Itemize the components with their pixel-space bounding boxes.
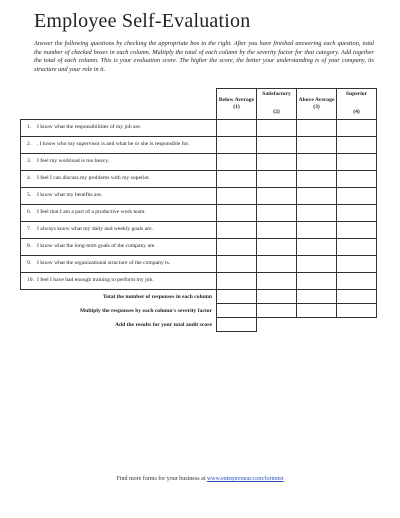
question-cell bbox=[21, 204, 217, 221]
answer-box[interactable] bbox=[297, 289, 337, 304]
column-header-factor: (3) bbox=[313, 103, 320, 110]
answer-checkbox[interactable] bbox=[337, 136, 377, 153]
answer-checkbox[interactable] bbox=[337, 221, 377, 238]
answer-box[interactable] bbox=[217, 304, 257, 318]
question-cell bbox=[21, 238, 217, 255]
question-row bbox=[21, 221, 377, 238]
page-title: Employee Self-Evaluation bbox=[34, 10, 251, 32]
answer-checkbox[interactable] bbox=[337, 204, 377, 221]
question-text: . I know who my supervisor is and what he or she is responsible for. bbox=[37, 141, 190, 148]
question-cell bbox=[21, 221, 217, 238]
column-header-satisfactory bbox=[257, 89, 297, 120]
question-rows bbox=[21, 119, 377, 289]
answer-box[interactable] bbox=[217, 289, 257, 304]
column-header-factor: (1) bbox=[233, 103, 240, 110]
header-corner bbox=[21, 89, 217, 120]
question-cell bbox=[21, 272, 217, 289]
answer-checkbox[interactable] bbox=[217, 204, 257, 221]
empty-cell bbox=[297, 318, 337, 332]
column-header-superior bbox=[337, 89, 377, 120]
evaluation-table bbox=[20, 88, 377, 332]
column-header-factor: (2) bbox=[273, 109, 280, 116]
answer-checkbox[interactable] bbox=[217, 187, 257, 204]
answer-box[interactable] bbox=[337, 289, 377, 304]
answer-checkbox[interactable] bbox=[297, 238, 337, 255]
answer-checkbox[interactable] bbox=[257, 187, 297, 204]
score-box[interactable] bbox=[217, 318, 257, 332]
answer-checkbox[interactable] bbox=[337, 272, 377, 289]
question-row bbox=[21, 119, 377, 136]
empty-cell bbox=[257, 318, 297, 332]
answer-box[interactable] bbox=[257, 304, 297, 318]
answer-checkbox[interactable] bbox=[297, 153, 337, 170]
column-header-label: Superior bbox=[345, 91, 368, 97]
footer-link[interactable]: www.entrepreneur.com/formnet bbox=[206, 476, 284, 482]
question-text: I know what the organizational structure of the company is. bbox=[37, 260, 171, 267]
question-text: I feel that I am a part of a productive work team. bbox=[37, 209, 146, 216]
totals-label: Total the number of responses in each column bbox=[21, 289, 217, 304]
column-header-label: Below Average bbox=[218, 97, 255, 104]
answer-checkbox[interactable] bbox=[257, 170, 297, 187]
column-header-label: Above Average bbox=[298, 97, 335, 104]
question-number: 9. bbox=[27, 260, 32, 267]
question-number: 4. bbox=[27, 175, 32, 182]
answer-checkbox[interactable] bbox=[217, 119, 257, 136]
answer-checkbox[interactable] bbox=[257, 119, 297, 136]
answer-checkbox[interactable] bbox=[217, 238, 257, 255]
totals-rows bbox=[21, 289, 377, 332]
answer-checkbox[interactable] bbox=[257, 238, 297, 255]
answer-checkbox[interactable] bbox=[217, 136, 257, 153]
question-cell bbox=[21, 153, 217, 170]
question-cell bbox=[21, 119, 217, 136]
answer-checkbox[interactable] bbox=[217, 170, 257, 187]
question-row bbox=[21, 255, 377, 272]
question-cell bbox=[21, 170, 217, 187]
empty-cell bbox=[337, 318, 377, 332]
totals-row-multiply bbox=[21, 304, 377, 318]
answer-checkbox[interactable] bbox=[257, 153, 297, 170]
answer-checkbox[interactable] bbox=[297, 221, 337, 238]
answer-checkbox[interactable] bbox=[337, 187, 377, 204]
question-number: 5. bbox=[27, 192, 32, 199]
answer-checkbox[interactable] bbox=[297, 187, 337, 204]
answer-checkbox[interactable] bbox=[337, 255, 377, 272]
header-row bbox=[21, 89, 377, 120]
question-cell bbox=[21, 255, 217, 272]
answer-checkbox[interactable] bbox=[337, 153, 377, 170]
footer bbox=[0, 476, 400, 482]
answer-checkbox[interactable] bbox=[297, 255, 337, 272]
answer-checkbox[interactable] bbox=[297, 272, 337, 289]
footer-text: Find more forms for your business at bbox=[116, 476, 206, 482]
question-text: I feel I have had enough training to perform my job. bbox=[37, 277, 154, 284]
question-text: I always know what my daily and weekly goals are. bbox=[37, 226, 153, 233]
answer-checkbox[interactable] bbox=[337, 170, 377, 187]
answer-checkbox[interactable] bbox=[257, 204, 297, 221]
answer-box[interactable] bbox=[257, 289, 297, 304]
question-cell bbox=[21, 136, 217, 153]
question-row bbox=[21, 238, 377, 255]
answer-checkbox[interactable] bbox=[297, 119, 337, 136]
answer-checkbox[interactable] bbox=[297, 204, 337, 221]
instructions-paragraph: Answer the following questions by checking the appropriate box to the right. After you have finished answering each question, total the number of checked boxes in each column. Multiply the total of each column by the severity factor for that category. Add together the total of each column. This is your evaluation score. The higher the score, the better your understanding is of your company, its structure and your role in it. bbox=[34, 40, 374, 73]
totals-label: Multiply the responses by each column's severity factor bbox=[21, 304, 217, 318]
totals-row-add bbox=[21, 318, 377, 332]
answer-checkbox[interactable] bbox=[257, 221, 297, 238]
answer-box[interactable] bbox=[337, 304, 377, 318]
answer-checkbox[interactable] bbox=[297, 136, 337, 153]
answer-checkbox[interactable] bbox=[217, 272, 257, 289]
answer-checkbox[interactable] bbox=[257, 255, 297, 272]
question-row bbox=[21, 204, 377, 221]
question-number: 3. bbox=[27, 158, 32, 165]
column-header-above-average bbox=[297, 89, 337, 120]
question-row bbox=[21, 187, 377, 204]
answer-checkbox[interactable] bbox=[257, 136, 297, 153]
answer-checkbox[interactable] bbox=[257, 272, 297, 289]
question-number: 8. bbox=[27, 243, 32, 250]
question-row bbox=[21, 170, 377, 187]
question-number: 7. bbox=[27, 226, 32, 233]
answer-checkbox[interactable] bbox=[217, 221, 257, 238]
question-number: 2. bbox=[27, 141, 32, 148]
question-row bbox=[21, 153, 377, 170]
answer-checkbox[interactable] bbox=[297, 170, 337, 187]
question-row bbox=[21, 136, 377, 153]
answer-checkbox[interactable] bbox=[337, 238, 377, 255]
column-header-label: Satisfactory bbox=[262, 91, 291, 97]
totals-row-responses bbox=[21, 289, 377, 304]
totals-label: Add the results for your total audit score bbox=[21, 318, 217, 332]
question-text: I know what the responsibilities of my job are. bbox=[37, 124, 142, 131]
question-text: I feel my workload is too heavy. bbox=[37, 158, 110, 165]
question-number: 10. bbox=[27, 277, 34, 284]
answer-checkbox[interactable] bbox=[337, 119, 377, 136]
answer-checkbox[interactable] bbox=[217, 255, 257, 272]
column-header-below-average bbox=[217, 89, 257, 120]
question-text: I know what my benefits are. bbox=[37, 192, 103, 199]
question-text: I feel I can discuss my problems with my superior. bbox=[37, 175, 151, 182]
question-number: 6. bbox=[27, 209, 32, 216]
answer-box[interactable] bbox=[297, 304, 337, 318]
column-header-factor: (4) bbox=[353, 109, 360, 116]
question-number: 1. bbox=[27, 124, 32, 131]
answer-checkbox[interactable] bbox=[217, 153, 257, 170]
question-text: I know what the long-term goals of the company are. bbox=[37, 243, 156, 250]
question-row bbox=[21, 272, 377, 289]
question-cell bbox=[21, 187, 217, 204]
